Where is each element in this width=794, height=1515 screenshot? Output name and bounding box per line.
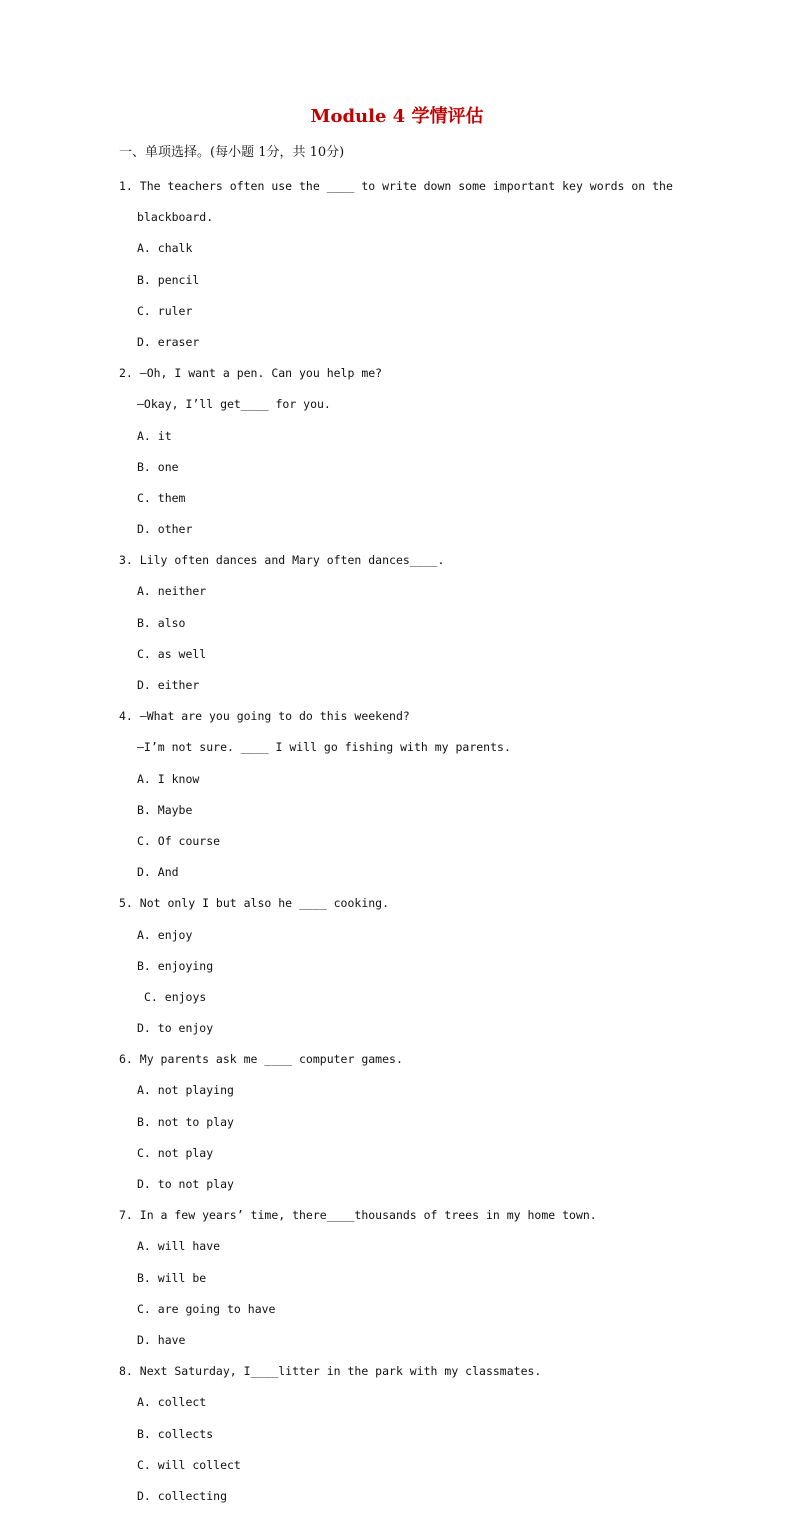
option-b: B. enjoying <box>137 958 214 973</box>
option-d: D. eraser <box>137 334 200 349</box>
option-grid <box>119 923 699 1048</box>
question-stem: 6. My parents ask me ____ computer games. <box>119 1052 403 1067</box>
option-b: B. one <box>137 459 179 474</box>
option-grid <box>119 767 699 892</box>
question-8 <box>119 1359 699 1515</box>
question-stem: 1. The teachers often use the ____ to write down some important key words on the <box>119 179 673 193</box>
option-grid <box>119 236 699 361</box>
question-4 <box>119 704 699 891</box>
option-c: C. Of course <box>137 833 221 848</box>
option-a: A. it <box>137 428 172 443</box>
question-5 <box>119 891 699 1047</box>
question-2 <box>119 361 699 548</box>
option-grid <box>119 1390 699 1515</box>
question-stem: 2. —Oh, I want a pen. Can you help me? <box>119 366 383 381</box>
option-c: C. are going to have <box>137 1301 276 1316</box>
question-1 <box>119 174 699 361</box>
option-grid <box>119 579 699 704</box>
question-dialogue-reply: —I’m not sure. ____ I will go fishing with my parents. <box>137 740 511 755</box>
option-a: A. neither <box>137 584 207 599</box>
option-a: A. enjoy <box>137 927 193 942</box>
option-a: A. not playing <box>137 1083 234 1098</box>
section-heading: 一、单项选择。(每小题 1分，共 10分) <box>119 145 345 160</box>
option-d: D. either <box>137 678 200 692</box>
option-d: D. to not play <box>137 1177 234 1191</box>
question-6 <box>119 1047 699 1203</box>
question-stem: 7. In a few years’ time, there____thousands of trees in my home town. <box>119 1208 597 1223</box>
option-grid <box>119 424 699 549</box>
option-d: D. have <box>137 1332 186 1347</box>
question-stem-continued: blackboard. <box>137 210 214 225</box>
option-c: C. will collect <box>137 1457 241 1472</box>
option-grid <box>119 1234 699 1359</box>
option-c: C. them <box>137 490 186 505</box>
option-d: D. to enjoy <box>137 1021 214 1036</box>
question-stem: 5. Not only I but also he ____ cooking. <box>119 896 390 911</box>
option-b: B. Maybe <box>137 802 193 817</box>
option-d: D. collecting <box>137 1488 228 1503</box>
option-c: C. enjoys <box>144 989 207 1004</box>
option-b: B. will be <box>137 1270 207 1285</box>
question-dialogue-reply: —Okay, I’ll get____ for you. <box>137 397 331 412</box>
option-c: C. ruler <box>137 303 193 318</box>
question-stem: 4. —What are you going to do this weekend? <box>119 709 410 724</box>
option-b: B. also <box>137 615 186 630</box>
option-c: C. not play <box>137 1145 214 1160</box>
option-a: A. I know <box>137 771 200 786</box>
question-3 <box>119 548 699 704</box>
option-c: C. as well <box>137 646 207 661</box>
option-a: A. collect <box>137 1395 207 1410</box>
option-d: D. And <box>137 865 179 880</box>
option-grid <box>119 1078 699 1203</box>
question-stem: 3. Lily often dances and Mary often dances____. <box>119 553 445 568</box>
option-b: B. pencil <box>137 272 200 287</box>
question-7 <box>119 1203 699 1359</box>
page-title: Module 4 学情评估 <box>310 106 484 127</box>
option-a: A. will have <box>137 1239 221 1254</box>
option-b: B. collects <box>137 1426 214 1441</box>
option-a: A. chalk <box>137 241 193 256</box>
question-list <box>119 174 699 1515</box>
question-stem: 8. Next Saturday, I____litter in the park with my classmates. <box>119 1364 542 1379</box>
option-b: B. not to play <box>137 1114 234 1129</box>
option-d: D. other <box>137 522 193 537</box>
